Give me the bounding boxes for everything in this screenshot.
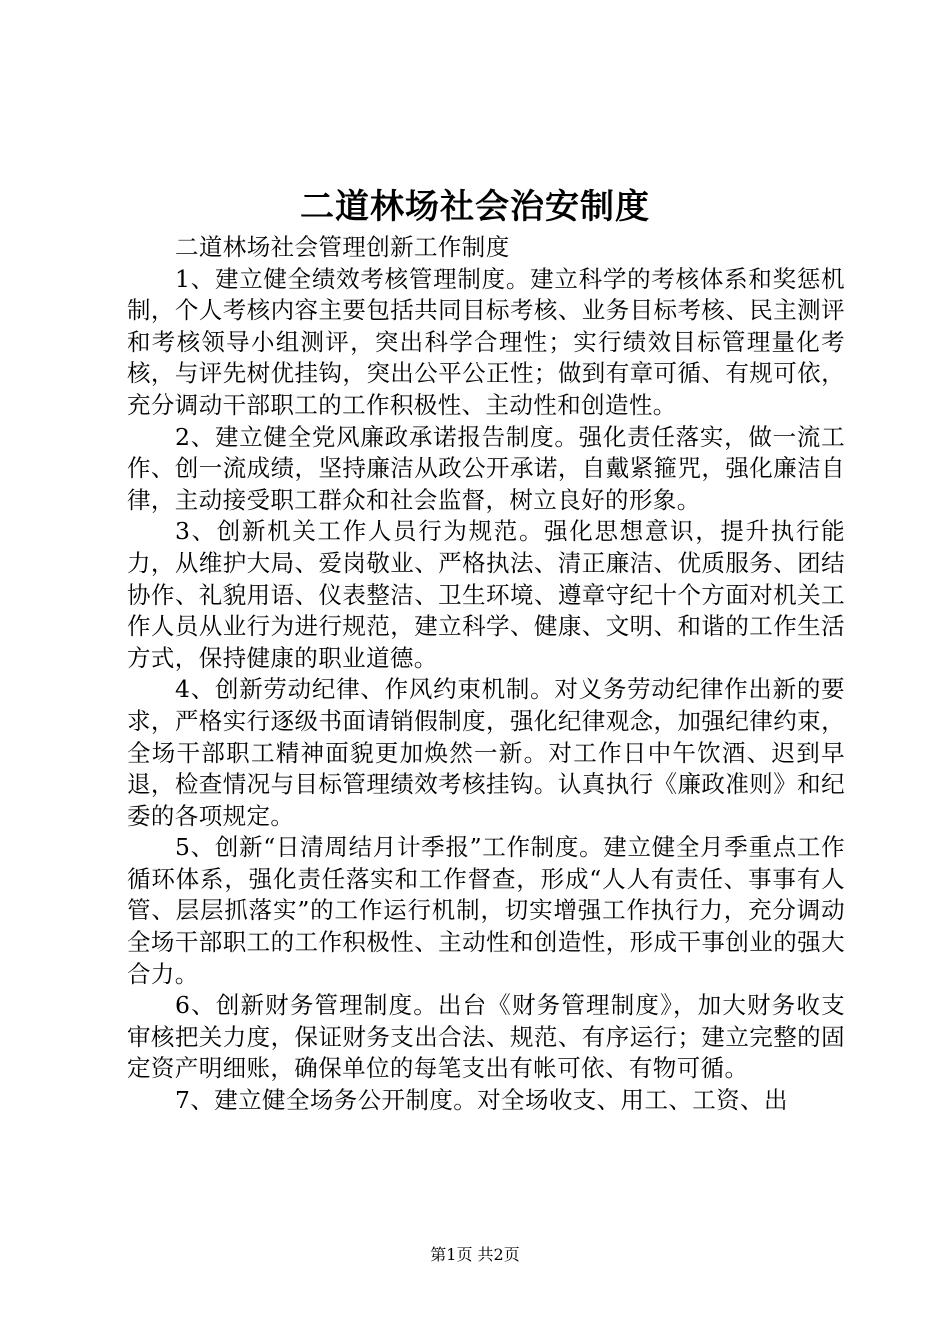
paragraph-3: 3、创新机关工作人员行为规范。强化思想意识，提升执行能力，从维护大局、爱岗敬业、严格执法、清正廉洁、优质服务、团结协作、礼貌用语、仪表整洁、卫生环境、遵章守纪十个方面对机关工作人员从业行为进行规范，建立科学、健康、文明、和谐的工作生活方式，保持健康的职业道德。	[127, 517, 845, 672]
paragraph-1: 1、建立健全绩效考核管理制度。建立科学的考核体系和奖惩机制，个人考核内容主要包括共同目标考核、业务目标考核、民主测评和考核领导小组测评，突出科学合理性；实行绩效目标管理量化考核，与评先树优挂钩，突出公平公正性；做到有章可循、有规可依，充分调动干部职工的工作积极性、主动性和创造性。	[127, 264, 845, 419]
page-title: 二道林场社会治安制度	[300, 187, 650, 227]
page-footer: 第1页 共2页	[430, 1245, 520, 1264]
document-subtitle: 二道林场社会管理创新工作制度	[175, 233, 510, 261]
paragraph-6: 6、创新财务管理制度。出台《财务管理制度》，加大财务收支审核把关力度，保证财务支出合法、规范、有序运行；建立完整的固定资产明细账，确保单位的每笔支出有帐可依、有物可循。	[127, 991, 845, 1083]
paragraph-7: 7、建立健全场务公开制度。对全场收支、用工、工资、出	[175, 1086, 788, 1115]
document-body	[127, 232, 845, 1117]
paragraph-5: 5、创新“日清周结月计季报”工作制度。建立健全月季重点工作循环体系，强化责任落实和工作督查，形成“人人有责任、事事有人管、层层抓落实”的工作运行机制，切实增强工作执行力，充分调动全场干部职工的工作积极性、主动性和创造性，形成干事创业的强大合力。	[127, 833, 845, 988]
paragraph-4: 4、创新劳动纪律、作风约束机制。对义务劳动纪律作出新的要求，严格实行逐级书面请销假制度，强化纪律观念，加强纪律约束，全场干部职工精神面貌更加焕然一新。对工作日中午饮酒、迟到早退，检查情况与目标管理绩效考核挂钩。认真执行《廉政准则》和纪委的各项规定。	[127, 675, 845, 830]
paragraph-2: 2、建立健全党风廉政承诺报告制度。强化责任落实，做一流工作、创一流成绩，坚持廉洁从政公开承诺，自戴紧箍咒，强化廉洁自律，主动接受职工群众和社会监督，树立良好的形象。	[127, 422, 845, 514]
